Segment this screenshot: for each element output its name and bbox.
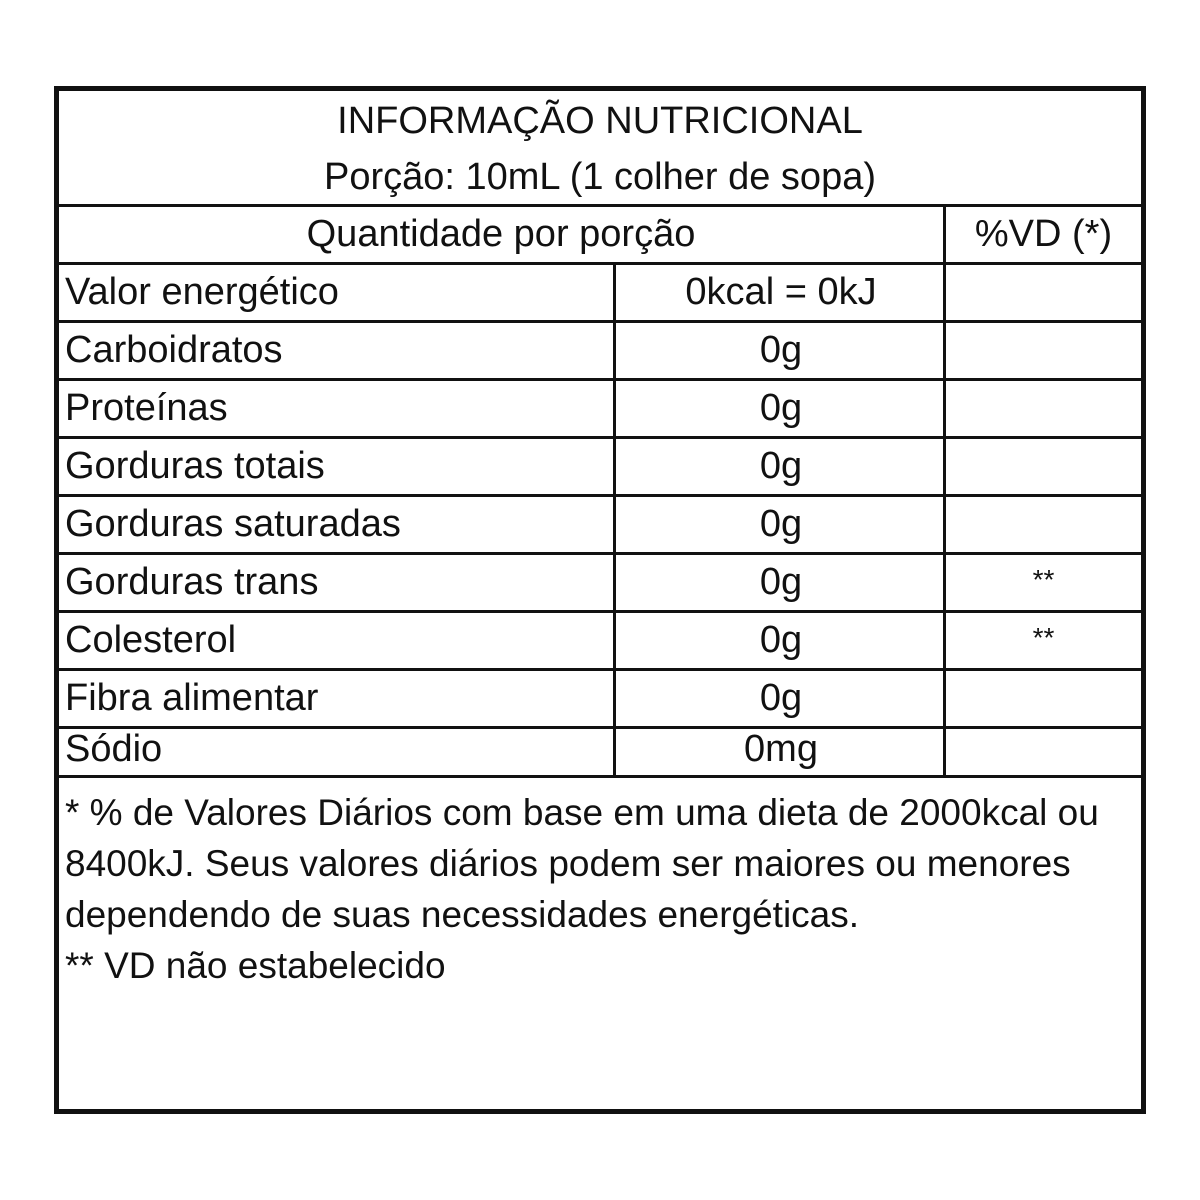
footnote <box>65 787 1125 991</box>
table-row <box>59 439 1141 497</box>
nutrient-name: Gorduras totais <box>65 445 325 487</box>
column-headers <box>59 207 1141 265</box>
nutrient-daily-value: ** <box>1032 564 1055 595</box>
table-title: INFORMAÇÃO NUTRICIONAL <box>337 100 863 142</box>
nutrient-daily-value <box>946 671 1141 721</box>
nutrient-daily-value <box>946 265 1141 315</box>
table-row <box>59 729 1141 778</box>
nutrient-amount: 0g <box>759 561 803 603</box>
table-row <box>59 381 1141 439</box>
nutrient-name: Colesterol <box>65 619 237 661</box>
nutrition-facts-table <box>54 86 1146 1114</box>
nutrient-name: Carboidratos <box>65 329 283 371</box>
table-row <box>59 497 1141 555</box>
portion-size: Porção: 10mL (1 colher de sopa) <box>323 156 876 198</box>
table-row <box>59 323 1141 381</box>
table-row <box>59 671 1141 729</box>
nutrient-amount: 0g <box>759 503 803 545</box>
table-row <box>59 555 1141 613</box>
not-established-footnote: ** VD não estabelecido <box>65 945 446 986</box>
nutrient-amount: 0g <box>759 387 803 429</box>
daily-value-column-header: %VD (*) <box>974 213 1113 255</box>
table-header <box>59 91 1141 207</box>
nutrient-name: Valor energético <box>65 271 339 313</box>
nutrient-daily-value: ** <box>1032 622 1055 653</box>
nutrient-daily-value <box>946 323 1141 373</box>
quantity-column-header: Quantidade por porção <box>306 213 696 255</box>
nutrient-daily-value <box>946 439 1141 489</box>
nutrient-name: Gorduras trans <box>65 561 319 603</box>
nutrient-daily-value <box>946 729 1141 779</box>
table-row <box>59 265 1141 323</box>
nutrient-amount: 0g <box>759 445 803 487</box>
nutrient-name: Fibra alimentar <box>65 677 319 719</box>
nutrient-name: Proteínas <box>65 387 228 429</box>
table-row <box>59 613 1141 671</box>
nutrient-name: Sódio <box>65 728 163 770</box>
nutrient-amount: 0g <box>759 329 803 371</box>
nutrient-amount: 0g <box>759 619 803 661</box>
nutrient-amount: 0kcal = 0kJ <box>685 271 877 313</box>
nutrient-name: Gorduras saturadas <box>65 503 401 545</box>
daily-values-footnote: * % de Valores Diários com base em uma dieta de 2000kcal ou 8400kJ. Seus valores diários podem ser maiores ou menores dependendo de suas necessidades energéticas. <box>65 792 1099 935</box>
nutrient-amount: 0mg <box>744 728 818 770</box>
nutrient-amount: 0g <box>759 677 803 719</box>
nutrient-daily-value <box>946 381 1141 431</box>
nutrient-daily-value <box>946 497 1141 547</box>
